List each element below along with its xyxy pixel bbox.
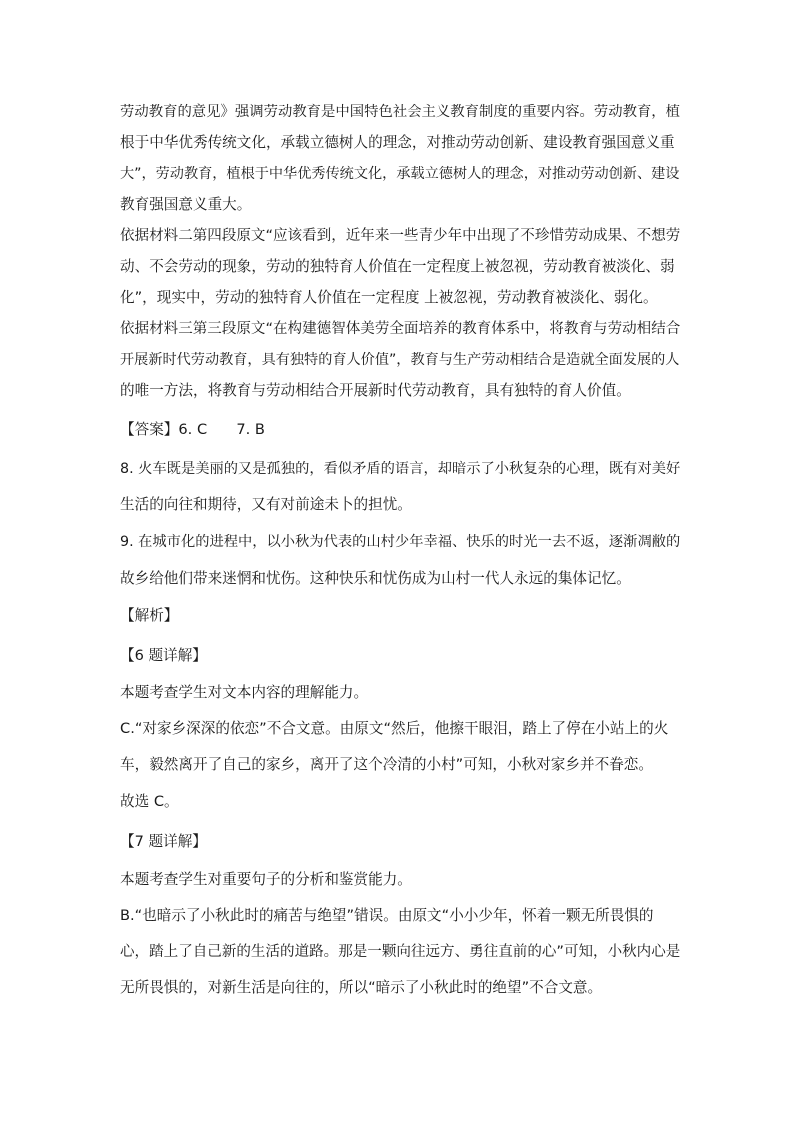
text-line: 故乡给他们带来迷惘和忧伤。这种快乐和忧伤成为山村一代人永远的集体记忆。 [120,570,631,587]
text-line: 无所畏惧的，对新生活是向往的，所以“暗示了小秋此时的绝望”不合文意。 [120,979,603,996]
text-line: 生活的向往和期待，又有对前途未卜的担忧。 [120,496,412,513]
section-heading: 【6 题详解】 [120,647,207,664]
text-line: C.“对家乡深深的依恋”不合文意。由原文“然后，他擦干眼泪，踏上了停在小站上的火 [120,720,669,737]
text-line: 心，踏上了自己新的生活的道路。那是一颗向往远方、勇往直前的心”可知，小秋内心是 [120,943,681,960]
text-line: 开展新时代劳动教育，具有独特的育人价值”，教育与生产劳动相结合是造就全面发展的人 [120,352,680,368]
text-line: 本题考查学生对重要句子的分析和鉴赏能力。 [120,871,412,888]
text-line: 劳动教育的意见》强调劳动教育是中国特色社会主义教育制度的重要内容。劳动教育，植 [120,104,681,120]
section-heading: 【7 题详解】 [120,833,207,850]
text-line: 动、不会劳动的现象，劳动的独特育人价值在一定程度上被忽视，劳动教育被淡化、弱 [120,258,675,275]
text-line: 根于中华优秀传统文化，承载立德树人的理念，对推动劳动创新、建设教育强国意义重 [120,134,675,151]
text-line: 依据材料二第四段原文“应该看到，近年来一些青少年中出现了不珍惜劳动成果、不想劳 [120,227,681,244]
text-line: 故选 C。 [120,793,179,810]
text-line: 教育强国意义重大。 [120,196,252,213]
text-line: 9. 在城市化的进程中，以小秋为代表的山村少年幸福、快乐的时光一去不返，逐渐凋敝的 [120,534,681,550]
answer-line: 【答案】6. C 7. B [120,421,265,438]
text-line: 大”，劳动教育，植根于中华优秀传统文化，承载立德树人的理念，对推动劳动创新、建设 [120,166,680,182]
text-line: 8. 火车既是美丽的又是孤独的，看似矛盾的语言，却暗示了小秋复杂的心理，既有对美好 [120,461,681,477]
text-line: 本题考查学生对文本内容的理解能力。 [120,684,369,701]
section-heading: 【解析】 [120,607,179,624]
text-line: B.“也暗示了小秋此时的痛苦与绝望”错误。由原文“小小少年，怀着一颗无所畏惧的 [120,907,654,924]
text-line: 依据材料三第三段原文“在构建德智体美劳全面培养的教育体系中，将教育与劳动相结合 [120,320,681,337]
text-line: 车，毅然离开了自己的家乡，离开了这个冷清的小村”可知，小秋对家乡并不眷恋。 [120,756,653,773]
text-line: 的唯一方法，将教育与劳动相结合开展新时代劳动教育，具有独特的育人价值。 [120,382,631,399]
text-line: 化”，现实中，劳动的独特育人价值在一定程度 上被忽视，劳动教育被淡化、弱化。 [120,289,658,306]
